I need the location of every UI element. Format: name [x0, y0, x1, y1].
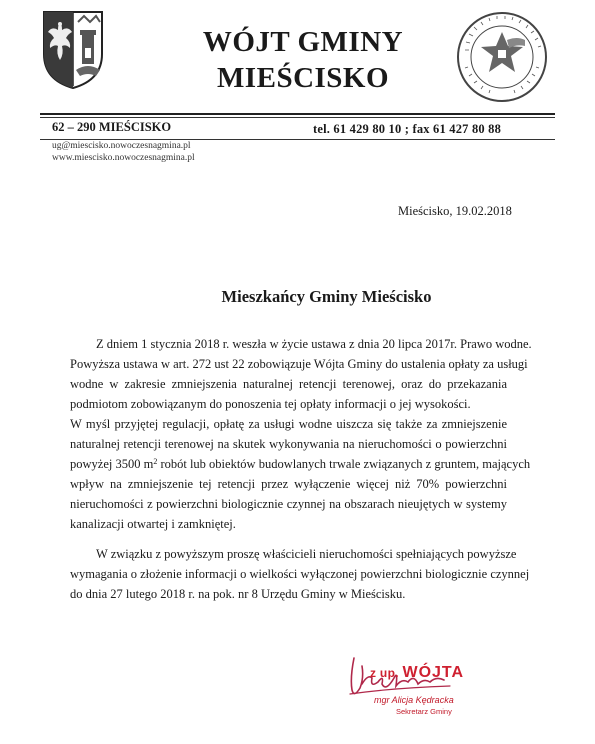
body-line: do dnia 27 lutego 2018 r. na pok. nr 8 Urzędu Gminy w Mieścisku. — [70, 587, 406, 601]
header-rule-thick — [40, 113, 555, 115]
office-title-line2: MIEŚCISKO — [216, 62, 390, 94]
body-line: Powyższa ustawa w art. 272 ust 22 zobowiązuje Wójta Gminy do ustalenia opłaty za usługi — [70, 357, 528, 371]
place-date: Mieścisko, 19.02.2018 — [398, 204, 512, 218]
body-line — [70, 454, 531, 474]
body-line: wymagania o złożenie informacji o wielkości wyłączonej powierzchni biologicznie czynnej — [70, 567, 530, 581]
signature-title: Sekretarz Gminy — [396, 707, 452, 716]
body-line: wodne w zakresie zmniejszenia naturalnej retencji terenowej, oraz do przekazania — [70, 377, 507, 391]
body-line: kanalizacji otwartej i zamkniętej. — [70, 517, 236, 531]
body-line: W myśl przyjętej regulacji, opłatę za usługi wodne uiszcza się także za zmniejszenie — [70, 417, 507, 431]
coat-of-arms-icon — [40, 8, 106, 90]
body-line: nieruchomości z powierzchni biologicznie czynnej na obszarach nieujętych w systemy — [70, 497, 507, 511]
letter-body — [70, 334, 532, 604]
body-line: Z dniem 1 stycznia 2018 r. weszła w życie ustawa z dnia 20 lipca 2017r. Prawo wodne. — [96, 337, 532, 351]
website-link[interactable]: www.miescisko.nowoczesnagmina.pl — [52, 153, 195, 163]
body-line-rest: robót lub obiektów budowlanych trwale związanych z gruntem, mających — [157, 457, 531, 471]
body-line: W związku z powyższym proszę właścicieli nieruchomości spełniających powyższe — [96, 547, 517, 561]
body-line: wpływ na zmniejszenie tej retencji przez wyłączenie więcej niż 70% powierzchni — [70, 477, 507, 491]
letter-heading: Mieszkańcy Gminy Mieścisko — [221, 287, 432, 306]
header-rule-thin — [40, 117, 555, 118]
body-line: naturalnej retencji terenowej na skutek wykonywania na nieruchomości o powierzchni — [70, 437, 507, 451]
signature-prefix: z up. — [370, 666, 399, 680]
signature-name: mgr Alicja Kędracka — [374, 695, 454, 705]
phone-fax: tel. 61 429 80 10 ; fax 61 427 80 88 — [313, 122, 502, 136]
email-link[interactable]: ug@miescisko.nowoczesnagmina.pl — [52, 141, 191, 151]
office-title-line1: WÓJT GMINY — [202, 26, 404, 58]
body-line-area: powyżej 3500 m — [70, 457, 154, 471]
postal-address: 62 – 290 MIEŚCISKO — [52, 120, 172, 134]
commemorative-seal-icon — [455, 10, 549, 104]
area-unit-exponent: 2 — [153, 457, 158, 466]
signature-role-word: WÓJTA — [402, 664, 465, 681]
signature-role — [370, 664, 464, 682]
body-line: podmiotom zobowiązanym do ponoszenia tej opłaty informacji o jej wysokości. — [70, 397, 471, 411]
contact-rule — [40, 139, 555, 140]
